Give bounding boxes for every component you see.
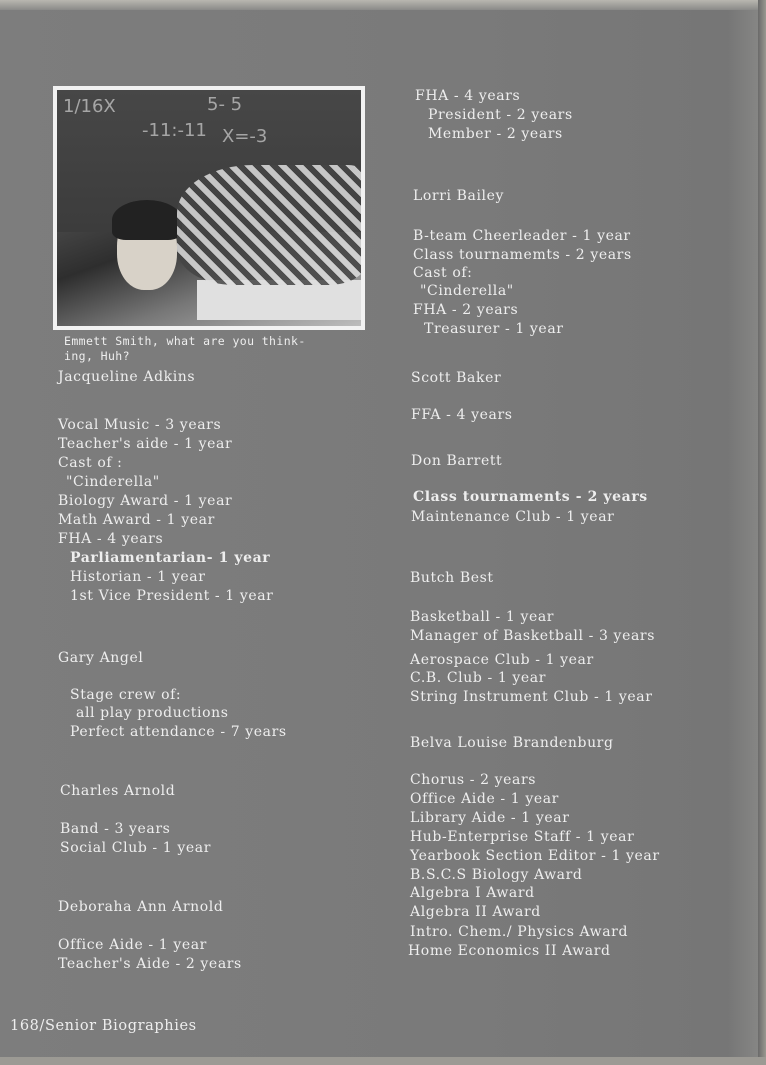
- student-name: Deboraha Ann Arnold: [58, 899, 224, 915]
- plaid-shirt-student: [177, 165, 365, 285]
- activity-line: Teacher's Aide - 2 years: [58, 956, 242, 972]
- activity-line: Teacher's aide - 1 year: [58, 436, 233, 452]
- activity-line: String Instrument Club - 1 year: [410, 689, 653, 705]
- student-name: Charles Arnold: [60, 783, 176, 799]
- page-top-edge: [0, 0, 766, 10]
- activity-line: Aerospace Club - 1 year: [410, 652, 594, 668]
- chalk-writing: X=-3: [222, 126, 268, 147]
- activity-line: Biology Award - 1 year: [58, 493, 233, 509]
- activity-line: FFA - 4 years: [411, 407, 513, 423]
- chalk-writing: -11:-11: [142, 120, 207, 141]
- activity-line: Home Economics II Award: [408, 943, 611, 959]
- desk: [197, 280, 365, 320]
- chalk-writing: 1/16X: [63, 96, 116, 117]
- activity-line: Maintenance Club - 1 year: [411, 509, 615, 525]
- chalk-writing: 5- 5: [207, 94, 243, 115]
- activity-line: FHA - 2 years: [413, 302, 519, 318]
- student-name: Don Barrett: [411, 453, 503, 469]
- activity-line: C.B. Club - 1 year: [410, 670, 547, 686]
- activity-line: all play productions: [76, 705, 229, 721]
- activity-line: Cast of :: [58, 455, 123, 471]
- activity-line: Historian - 1 year: [70, 569, 206, 585]
- activity-line: Office Aide - 1 year: [58, 937, 207, 953]
- activity-line: Yearbook Section Editor - 1 year: [410, 848, 660, 864]
- activity-line: Social Club - 1 year: [60, 840, 212, 856]
- activity-line: FHA - 4 years: [415, 88, 521, 104]
- page-footer: 168/Senior Biographies: [10, 1018, 197, 1034]
- activity-line: B.S.C.S Biology Award: [410, 867, 583, 883]
- activity-line: Manager of Basketball - 3 years: [410, 628, 655, 644]
- activity-line: Library Aide - 1 year: [410, 810, 570, 826]
- activity-line: Cast of:: [413, 265, 473, 281]
- activity-line: President - 2 years: [428, 107, 573, 123]
- activity-line: Chorus - 2 years: [410, 772, 537, 788]
- activity-line: Class tournamemts - 2 years: [413, 247, 632, 263]
- activity-line: Hub-Enterprise Staff - 1 year: [410, 829, 635, 845]
- page-binding-edge: [758, 0, 766, 1065]
- activity-line: Office Aide - 1 year: [410, 791, 559, 807]
- page-bottom-edge: [0, 1057, 766, 1065]
- student-name: Scott Baker: [411, 370, 502, 386]
- activity-line: "Cinderella": [66, 474, 160, 490]
- activity-line: Algebra I Award: [410, 885, 535, 901]
- activity-line: Parliamentarian- 1 year: [70, 550, 271, 566]
- activity-line: Algebra II Award: [410, 904, 541, 920]
- photo-caption-line: Emmett Smith, what are you think-: [64, 334, 306, 348]
- activity-line: Treasurer - 1 year: [424, 321, 564, 337]
- activity-line: 1st Vice President - 1 year: [70, 588, 274, 604]
- student-name: Gary Angel: [58, 650, 144, 666]
- student-name: Lorri Bailey: [413, 188, 505, 204]
- activity-line: Vocal Music - 3 years: [58, 417, 222, 433]
- student-name: Belva Louise Brandenburg: [410, 735, 614, 751]
- activity-line: Member - 2 years: [428, 126, 563, 142]
- activity-line: "Cinderella": [420, 283, 514, 299]
- activity-line: Band - 3 years: [60, 821, 171, 837]
- activity-line: Perfect attendance - 7 years: [70, 724, 287, 740]
- classroom-photo: [53, 86, 365, 330]
- activity-line: Math Award - 1 year: [58, 512, 215, 528]
- activity-line: Intro. Chem./ Physics Award: [410, 924, 629, 940]
- student-hair: [112, 200, 182, 240]
- activity-line: Basketball - 1 year: [410, 609, 555, 625]
- activity-line: B-team Cheerleader - 1 year: [413, 228, 631, 244]
- activity-line: Stage crew of:: [70, 687, 182, 703]
- student-name: Butch Best: [410, 570, 494, 586]
- activity-line: FHA - 4 years: [58, 531, 164, 547]
- photo-caption-line: ing, Huh?: [64, 349, 130, 363]
- activity-line: Class tournaments - 2 years: [413, 489, 648, 505]
- student-name: Jacqueline Adkins: [58, 369, 196, 385]
